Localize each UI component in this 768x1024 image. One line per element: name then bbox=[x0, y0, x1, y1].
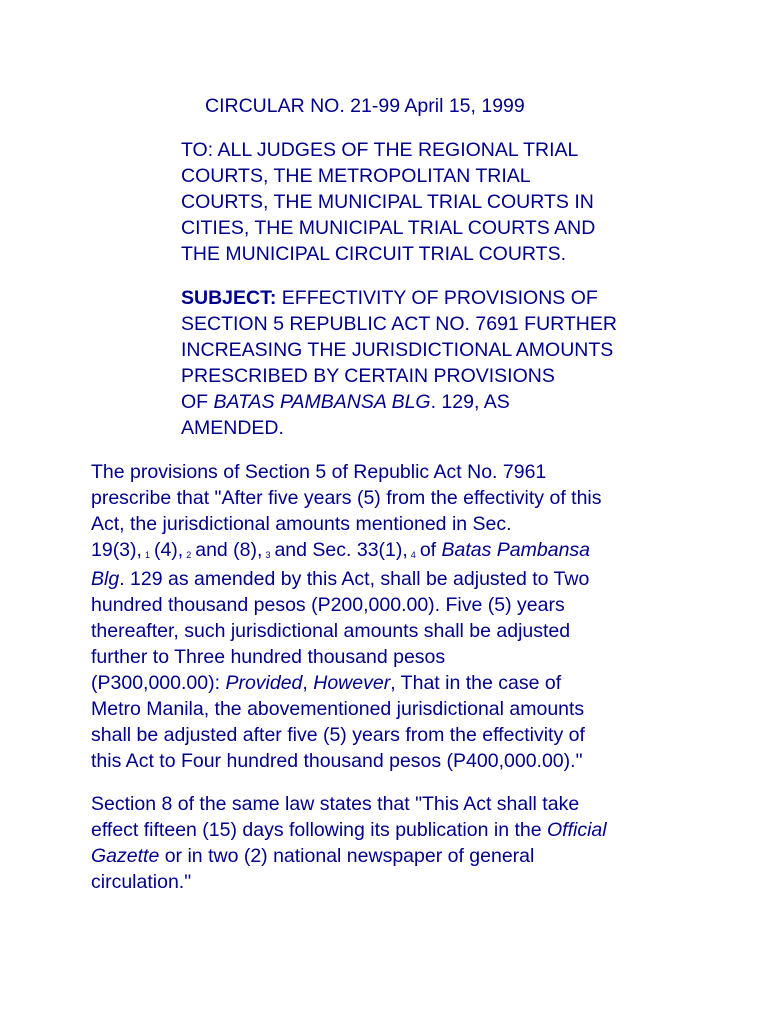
circular-heading: CIRCULAR NO. 21-99 April 15, 1999 bbox=[205, 95, 525, 117]
paragraph-line: The provisions of Section 5 of Republic Act No. 7961 bbox=[91, 461, 547, 483]
paragraph-line: Section 8 of the same law states that "This Act shall take bbox=[91, 793, 580, 815]
paragraph-italic-text: Batas Pambansa bbox=[441, 539, 591, 561]
paragraph-text: , bbox=[302, 672, 314, 694]
footnote-ref-1[interactable]: 1 bbox=[144, 550, 150, 560]
subject-line: SECTION 5 REPUBLIC ACT NO. 7691 FURTHER bbox=[181, 313, 617, 335]
subject-line: AMENDED. bbox=[181, 417, 284, 439]
paragraph-line: Metro Manila, the abovementioned jurisdictional amounts bbox=[91, 698, 585, 720]
paragraph-line: hundred thousand pesos (P200,000.00). Five (5) years bbox=[91, 594, 565, 616]
paragraph-italic-text: However bbox=[313, 672, 391, 694]
footnote-ref-3[interactable]: 3 bbox=[265, 550, 271, 560]
paragraph-text: 19(3), bbox=[91, 539, 142, 561]
subject-line: INCREASING THE JURISDICTIONAL AMOUNTS bbox=[181, 339, 614, 361]
paragraph-line: shall be adjusted after five (5) years from the effectivity of bbox=[91, 724, 585, 746]
subject-text: OF bbox=[181, 391, 214, 413]
subject-italic-text: BATAS PAMBANSA BLG bbox=[213, 391, 431, 413]
paragraph-line bbox=[91, 566, 691, 592]
subject-text: EFFECTIVITY OF PROVISIONS OF bbox=[276, 287, 598, 309]
paragraph-text: effect fifteen (15) days following its publication in the bbox=[91, 819, 547, 841]
addressee-line: COURTS, THE METROPOLITAN TRIAL bbox=[181, 165, 531, 187]
paragraph-line: circulation." bbox=[91, 871, 192, 893]
paragraph-text: . 129 as amended by this Act, shall be adjusted to Two bbox=[119, 568, 590, 590]
paragraph-italic-text: Gazette bbox=[91, 845, 160, 867]
paragraph-text: of bbox=[419, 539, 442, 561]
paragraph-italic-text: Blg bbox=[91, 568, 120, 590]
paragraph-line bbox=[91, 843, 691, 869]
paragraph-text: , That in the case of bbox=[390, 672, 562, 694]
footnote-ref-4[interactable]: 4 bbox=[410, 550, 416, 560]
addressee-line: CITIES, THE MUNICIPAL TRIAL COURTS AND bbox=[181, 217, 596, 239]
paragraph-line: Act, the jurisdictional amounts mentioned in Sec. bbox=[91, 513, 512, 535]
paragraph-text: or in two (2) national newspaper of general bbox=[159, 845, 535, 867]
addressee-line: COURTS, THE MUNICIPAL TRIAL COURTS IN bbox=[181, 191, 594, 213]
paragraph-text: (4), bbox=[153, 539, 184, 561]
addressee-line: TO: ALL JUDGES OF THE REGIONAL TRIAL bbox=[181, 139, 579, 161]
paragraph-text: (P300,000.00): bbox=[91, 672, 226, 694]
paragraph-text: and Sec. 33(1), bbox=[274, 539, 408, 561]
paragraph-line: further to Three hundred thousand pesos bbox=[91, 646, 446, 668]
subject-line: PRESCRIBED BY CERTAIN PROVISIONS bbox=[181, 365, 555, 387]
paragraph-italic-text: Official bbox=[546, 819, 607, 841]
subject-label: SUBJECT: bbox=[181, 287, 277, 309]
subject-line bbox=[181, 389, 681, 415]
paragraph-italic-text: Provided bbox=[225, 672, 303, 694]
paragraph-line: this Act to Four hundred thousand pesos (P400,000.00)." bbox=[91, 750, 583, 772]
paragraph-line bbox=[91, 537, 691, 566]
body-paragraph-2 bbox=[91, 791, 691, 895]
addressee-block bbox=[181, 137, 681, 267]
addressee-line: THE MUNICIPAL CIRCUIT TRIAL COURTS. bbox=[181, 243, 566, 265]
subject-block bbox=[181, 285, 681, 441]
body-paragraph-1 bbox=[91, 459, 691, 774]
subject-text: . 129, AS bbox=[430, 391, 510, 413]
subject-line bbox=[181, 285, 681, 311]
paragraph-line: prescribe that "After five years (5) from the effectivity of this bbox=[91, 487, 602, 509]
paragraph-line bbox=[91, 817, 691, 843]
paragraph-line bbox=[91, 670, 691, 696]
footnote-ref-2[interactable]: 2 bbox=[186, 550, 192, 560]
paragraph-text: and (8), bbox=[195, 539, 263, 561]
paragraph-line: thereafter, such jurisdictional amounts shall be adjusted bbox=[91, 620, 571, 642]
